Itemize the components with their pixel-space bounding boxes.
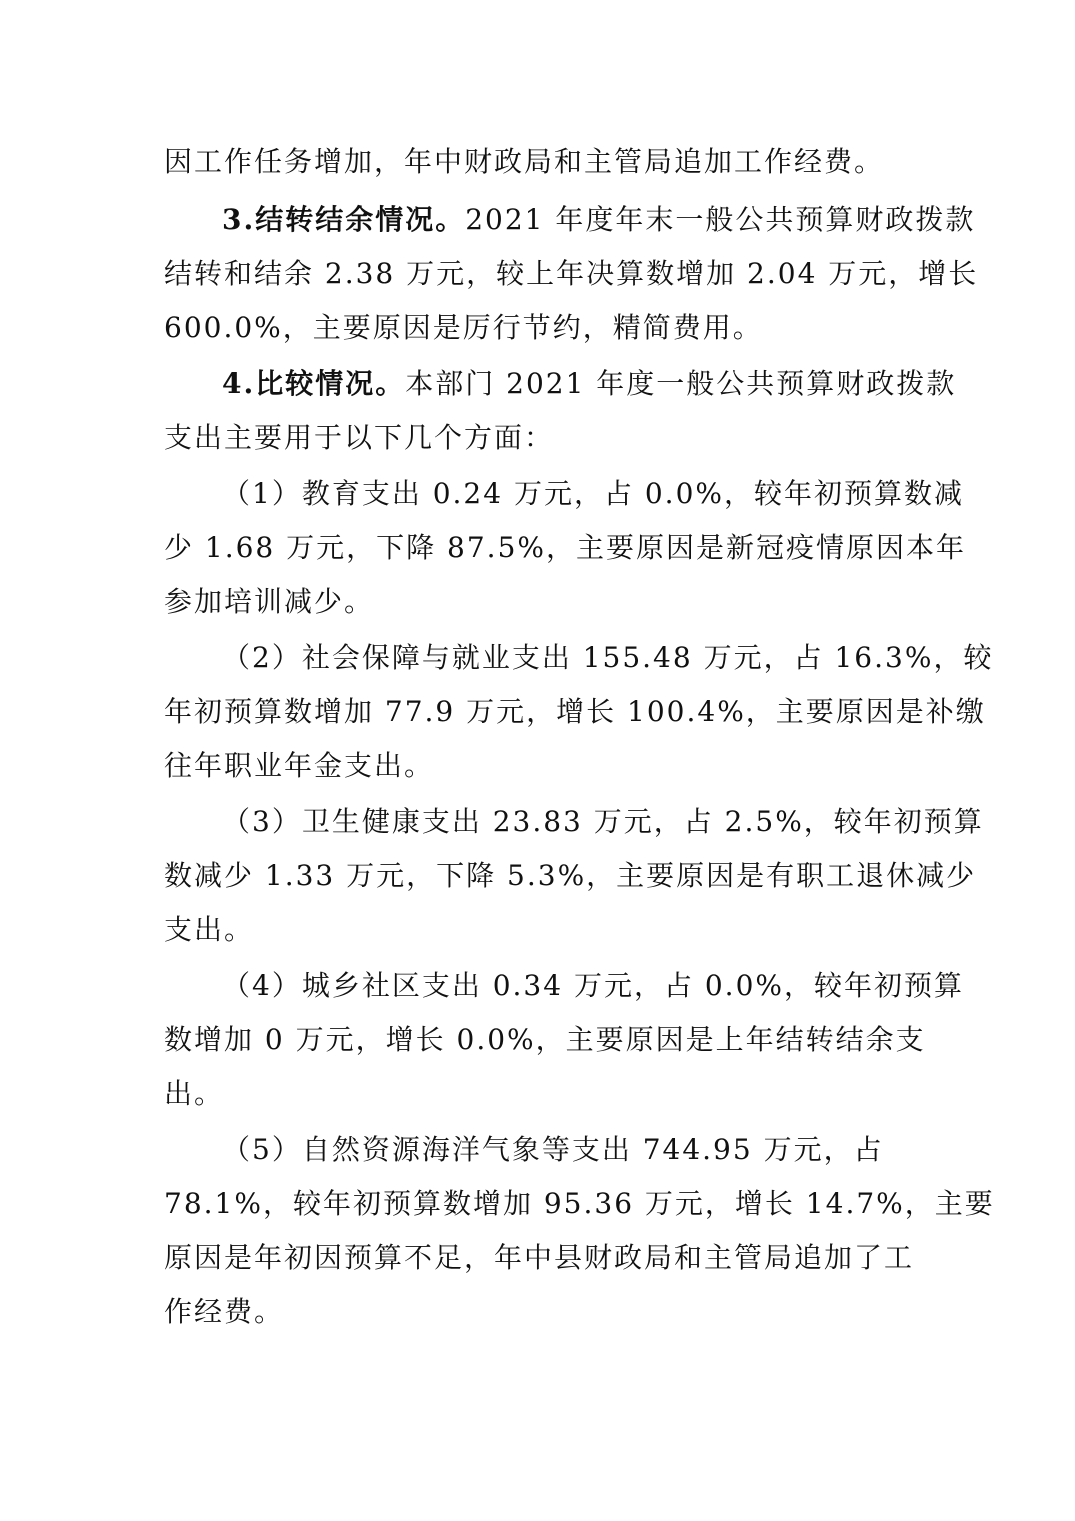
paragraph-line: 原因是年初因预算不足，年中县财政局和主管局追加了工: [164, 1241, 915, 1274]
paragraph-line: 数增加 0 万元，增长 0.0%，主要原因是上年结转结余支: [164, 1023, 926, 1056]
paragraph-line: 出。: [164, 1077, 225, 1110]
section-4-heading: 4.比较情况。: [222, 367, 406, 400]
paragraph-line: 结转和结余 2.38 万元，较上年决算数增加 2.04 万元，增长: [164, 257, 979, 290]
item-3-line: （3）卫生健康支出 23.83 万元，占 2.5%，较年初预算: [222, 805, 984, 838]
item-4-line: （4）城乡社区支出 0.34 万元，占 0.0%，较年初预算: [222, 969, 964, 1002]
item-1-line: （1）教育支出 0.24 万元，占 0.0%，较年初预算数减: [222, 477, 964, 510]
section-4-text: 本部门 2021 年度一般公共预算财政拨款: [405, 367, 957, 400]
section-3-text: 2021 年度年末一般公共预算财政拨款: [465, 203, 976, 236]
paragraph-line: 作经费。: [164, 1295, 285, 1328]
section-4-line: [222, 364, 956, 404]
paragraph-line: 600.0%，主要原因是厉行节约，精简费用。: [164, 311, 763, 344]
paragraph-line: 年初预算数增加 77.9 万元，增长 100.4%，主要原因是补缴: [164, 695, 986, 728]
section-3-line: [222, 200, 975, 240]
paragraph-line: 参加培训减少。: [164, 585, 375, 618]
paragraph-line: 支出。: [164, 913, 255, 946]
paragraph-line: 数减少 1.33 万元，下降 5.3%，主要原因是有职工退休减少: [164, 859, 977, 892]
paragraph-line: 少 1.68 万元，下降 87.5%，主要原因是新冠疫情原因本年: [164, 531, 966, 564]
paragraph-line: 因工作任务增加，年中财政局和主管局追加工作经费。: [164, 145, 885, 178]
paragraph-line: 往年职业年金支出。: [164, 749, 435, 782]
item-5-line: （5）自然资源海洋气象等支出 744.95 万元，占: [222, 1133, 884, 1166]
paragraph-line: 支出主要用于以下几个方面：: [164, 421, 555, 454]
section-3-heading: 3.结转结余情况。: [222, 203, 466, 236]
paragraph-line: 78.1%，较年初预算数增加 95.36 万元，增长 14.7%，主要: [164, 1187, 995, 1220]
item-2-line: （2）社会保障与就业支出 155.48 万元，占 16.3%，较: [222, 641, 994, 674]
